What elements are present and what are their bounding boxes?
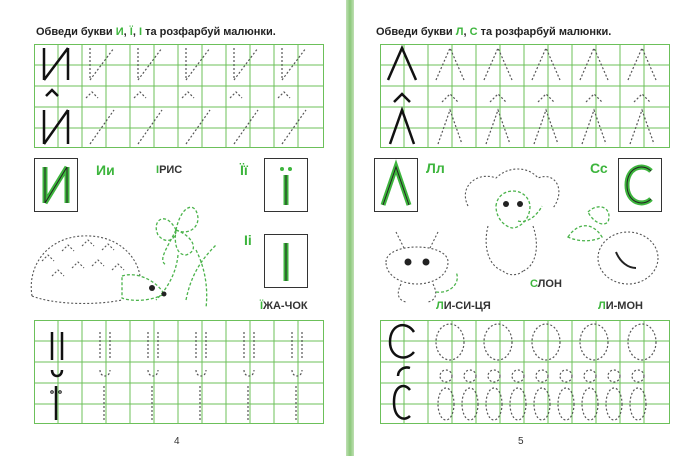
letter-card-i2[interactable] [264,234,308,288]
letter-card-yi[interactable] [264,158,308,212]
letter-pair-i: Ии [96,162,115,178]
word-yizhachok: ЇЖА-ЧОК [260,300,308,312]
bottom-tracing-grid[interactable] [34,320,324,424]
page-number-left: 4 [174,436,180,447]
word-iris: ІРИС [156,164,183,176]
letter-pair-l: Лл [426,160,445,176]
right-page-title: Обведи букви Л, С та розфарбуй малюнки. [376,26,612,38]
word-slon: СЛОН [530,278,562,290]
fox-icon[interactable] [376,222,466,304]
right-page [354,0,700,456]
letter-pair-s: Сс [590,160,608,176]
elephant-icon[interactable] [458,166,568,278]
letter-pair-yi: Її [240,162,248,178]
left-page [0,0,346,456]
left-page-title: Обведи букви И, Ї, І та розфарбуй малюнки. [36,26,276,38]
word-lymon: ЛИ-МОН [598,300,643,312]
lemon-icon[interactable] [558,202,668,290]
letter-card-l[interactable] [374,158,418,212]
bottom-tracing-grid-right[interactable] [380,320,670,424]
top-tracing-grid[interactable] [34,44,324,148]
page-number-right: 5 [518,436,524,447]
letter-card-i[interactable] [34,158,78,212]
hedgehog-icon[interactable] [22,226,172,311]
top-tracing-grid-right[interactable] [380,44,670,148]
word-lysytsia: ЛИ-СИ-ЦЯ [436,300,491,312]
letter-pair-i2: Іі [244,232,252,248]
